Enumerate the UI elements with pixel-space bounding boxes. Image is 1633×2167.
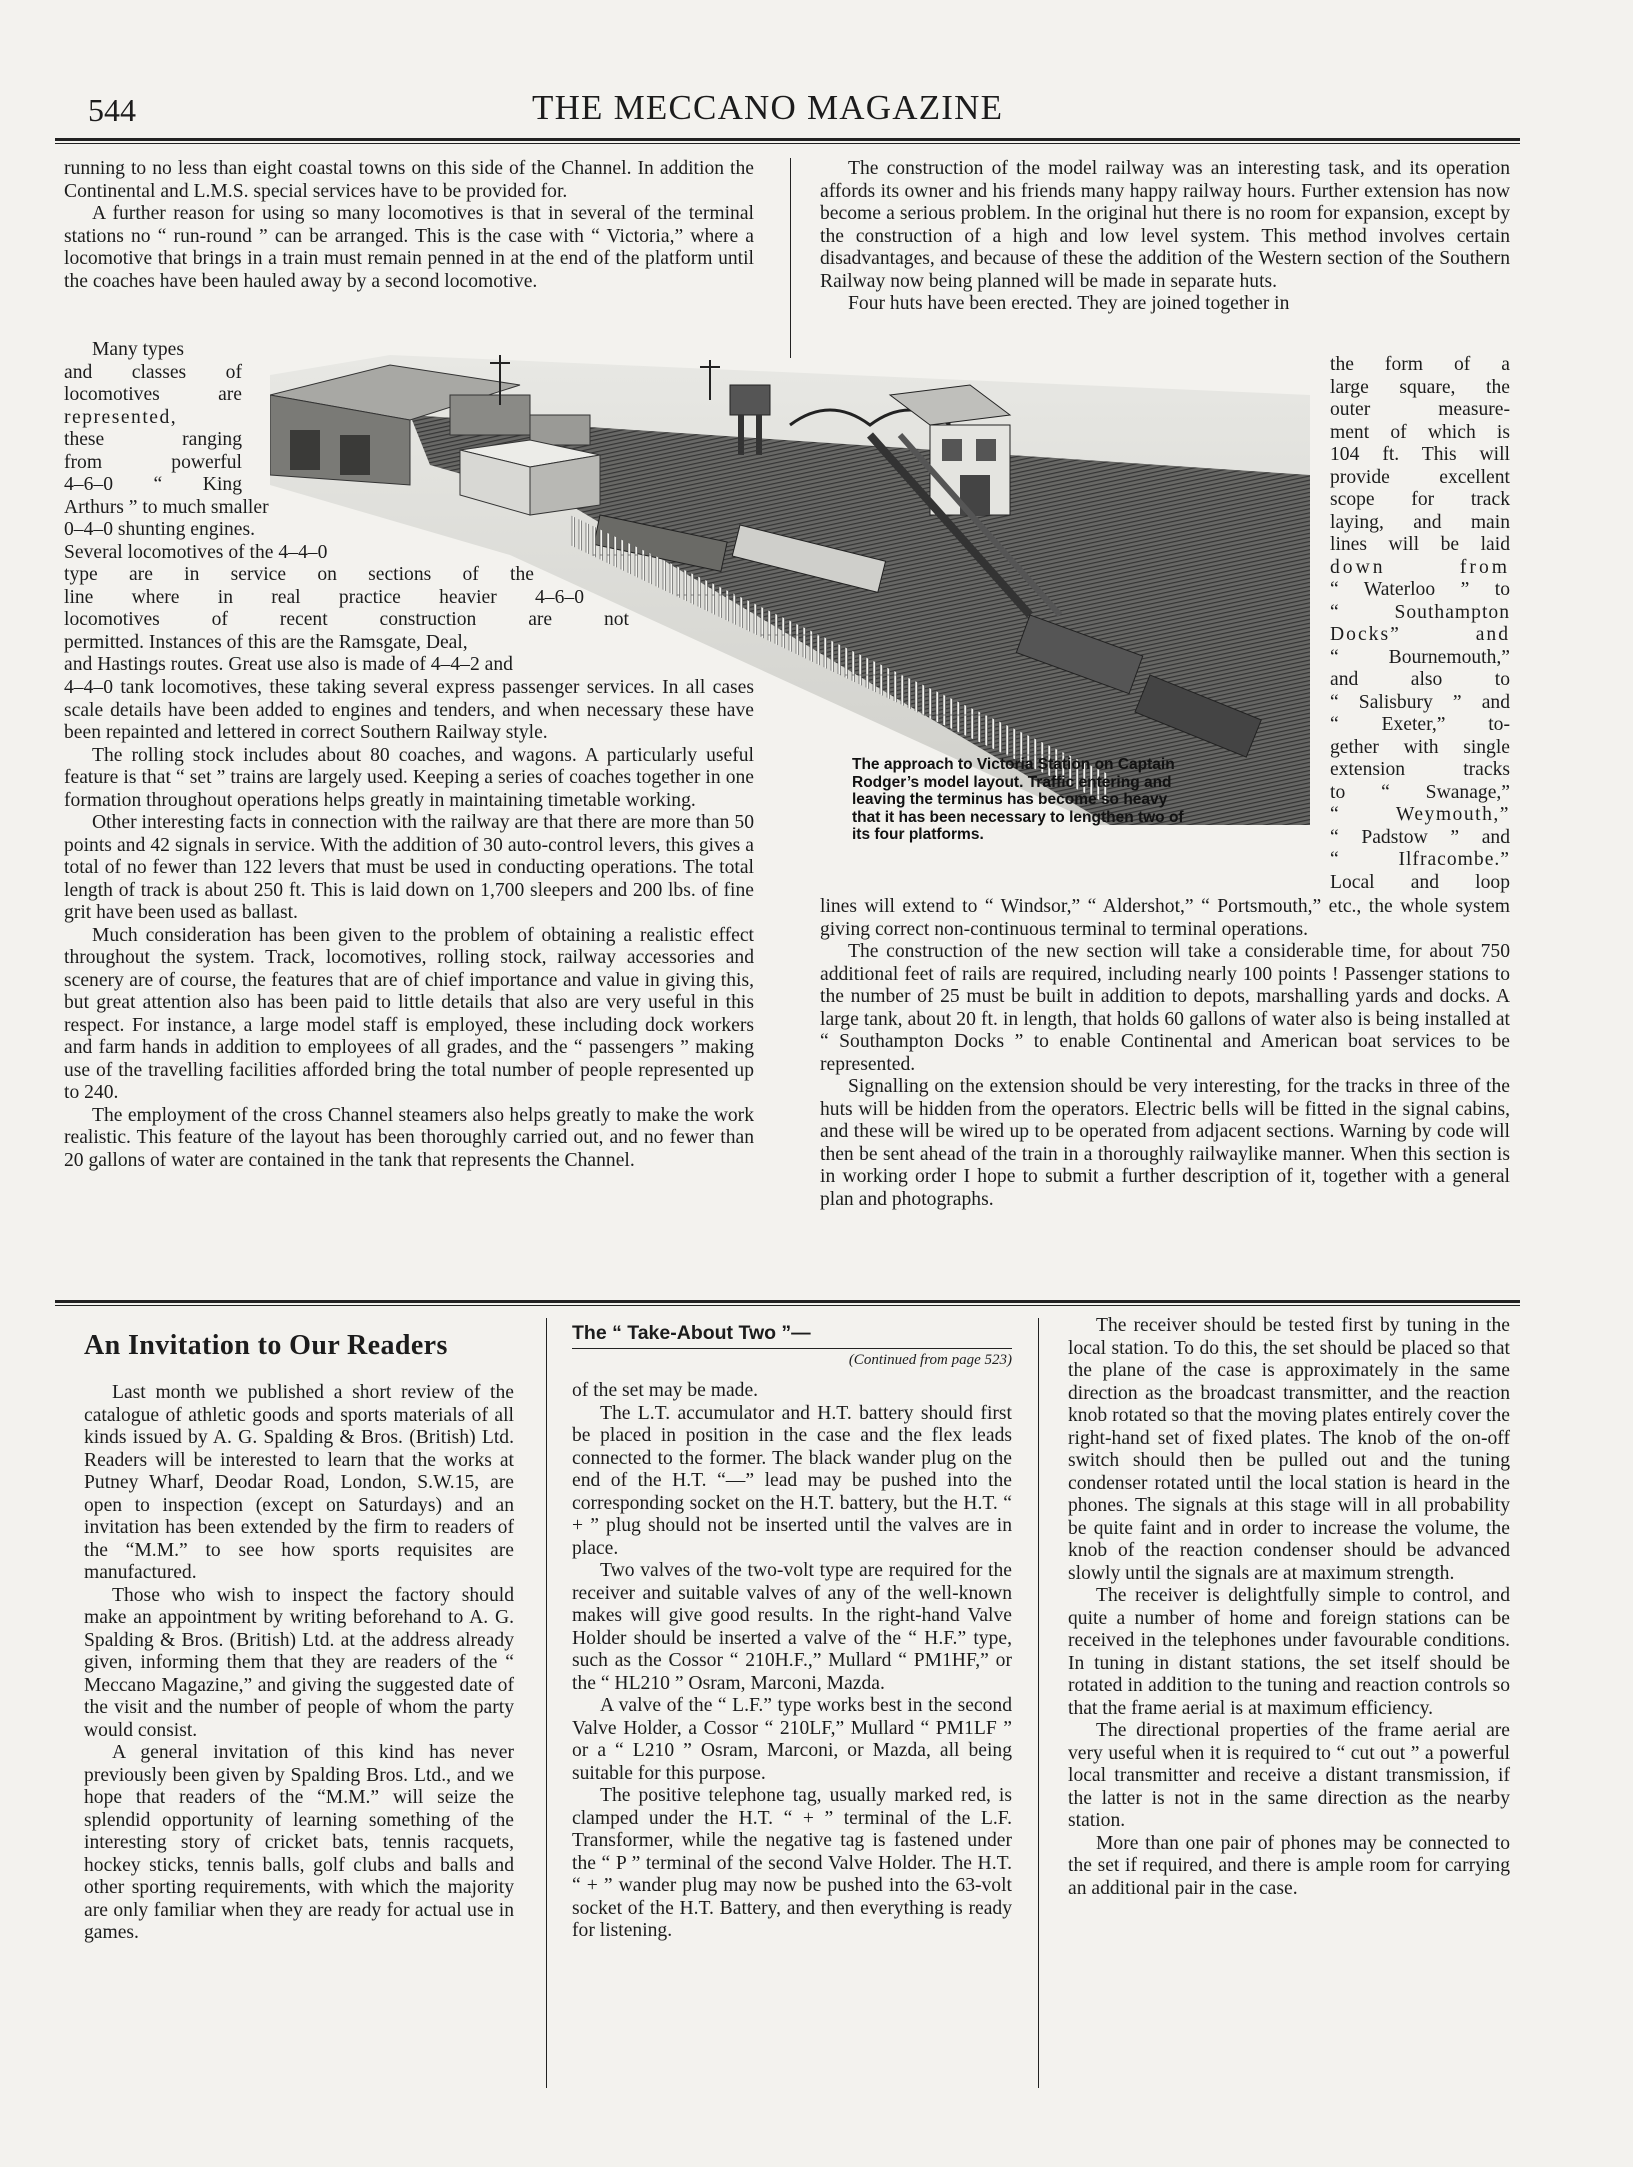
railway-layout-photo xyxy=(270,355,1310,825)
paragraph: Signalling on the extension should be very interesting, for the tracks in three of the huts will be hidden from the operators. Electric bells will be fitted in the signal cabins, and these will be wired up to be operated from adjacent sections. Warning by code will then be sent ahead of the train in a thoroughly railwaylike manner. When this section is in working order I hope to submit a further description of it, together with a general plan and photographs. xyxy=(820,1076,1510,1210)
take-about-title: The “ Take-About Two ”— xyxy=(572,1322,811,1344)
wrap-line: Several locomotives of the 4–4–0 xyxy=(64,541,328,563)
right-bottom-column xyxy=(820,896,1510,1211)
paragraph: The construction of the new section will take a considerable time, for about 750 additional feet of rails are required, including nearly 100 points ! Passenger stations to the number of 25 must be built in addition to depots, marshalling yards and docks. A large tank, about 20 ft. in length, that holds 60 gallons of water also is being installed at “ Southampton Docks ” to enable Continental and American boat services to be represented. xyxy=(820,941,1510,1075)
wrap-line: down from xyxy=(1330,556,1510,578)
paragraph: lines will extend to “ Windsor,” “ Aldershot,” “ Portsmouth,” etc., the whole system giving correct non-continuous terminal to terminal operations. xyxy=(820,896,1510,940)
paragraph: running to no less than eight coastal towns on this side of the Channel. In addition the Continental and L.M.S. special services have to be provided for. xyxy=(64,158,754,202)
header-rule xyxy=(55,138,1520,141)
wrap-line: the form of a xyxy=(1330,354,1510,375)
wrap-line: line where in real practice heavier 4–6–0 xyxy=(64,586,584,608)
paragraph: The employment of the cross Channel steamers also helps greatly to make the work realistic. This feature of the layout has been thoroughly carried out, and no fewer than 20 gallons of water are contained in the tank that represents the Channel. xyxy=(64,1104,754,1171)
photo-caption: The approach to Victoria Station on Captain Rodger’s model layout. Traffic entering and leaving the terminus has become so heavy that it has been necessary to lengthen two of its four platforms. xyxy=(852,756,1184,843)
wrap-line: type are in service on sections of the xyxy=(64,564,534,585)
wrap-line: “ Bournemouth,” xyxy=(1330,646,1510,668)
column-divider-bottom-2 xyxy=(1038,1318,1039,2088)
wrap-line: locomotives of recent construction are not xyxy=(64,609,629,630)
wrap-line: Local and loop xyxy=(1330,871,1510,893)
wrap-line: “ Waterloo ” to xyxy=(1330,579,1510,600)
paragraph: 4–4–0 tank locomotives, these taking several express passenger services. In all cases scale details have been added to engines and tenders, and when necessary these have been repainted and lettered in correct Southern Railway style. xyxy=(64,677,754,743)
wrap-line: “ Exeter,” to- xyxy=(1330,714,1510,735)
left-top-column xyxy=(64,158,754,293)
wrap-line: “ Southampton xyxy=(1330,601,1510,623)
wrap-line: “ Weymouth,” xyxy=(1330,804,1510,825)
wrap-line: Many types xyxy=(92,339,184,360)
paragraph: Much consideration has been given to the problem of obtaining a realistic effect throughout the system. Track, locomotives, rolling stock, railway accessories and scenery are of course, the features that are of chief importance and value in giving this, but great attention also has been paid to little details that also are very useful in this respect. For instance, a large model staff is employed, these including dock workers and farm hands in addition to employees of all grades, and the “ passengers ” making use of the travelling facilities afforded bring the total number of people represented up to 240. xyxy=(64,924,754,1103)
take-about-column xyxy=(572,1380,1012,1943)
paragraph: The rolling stock includes about 80 coaches, and wagons. A particularly useful feature is that “ set ” trains are largely used. Keeping a series of coaches together in one formation throughout operations helps greatly in maintaining timetable working. xyxy=(64,744,754,811)
magazine-title: THE MECCANO MAGAZINE xyxy=(532,88,1004,127)
wrap-line: extension tracks xyxy=(1330,759,1510,780)
paragraph: A valve of the “ L.F.” type works best in the second Valve Holder, a Cossor “ 210LF,” Mullard “ PM1LF ” or a “ L210 ” Osram, Marconi, or Mazda, all being suitable for this purpose. xyxy=(572,1695,1012,1784)
wrap-line: locomotives are xyxy=(64,384,242,405)
section-rule-thin xyxy=(55,1305,1520,1306)
wrap-line: provide excellent xyxy=(1330,466,1510,488)
paragraph: The directional properties of the frame aerial are very useful when it is required to “ cut out ” a powerful local transmitter and receive a distant transmission, if the latter is not in the same direction as the nearby station. xyxy=(1068,1720,1510,1831)
wrap-line: to “ Swanage,” xyxy=(1330,781,1510,803)
wrap-line: and Hastings routes. Great use also is made of 4–4–2 and xyxy=(64,654,513,675)
wrap-line: 0–4–0 shunting engines. xyxy=(64,519,256,540)
paragraph: Two valves of the two-volt type are required for the receiver and suitable valves of any of the well-known makes will give good results. In the right-hand Valve Holder should be inserted a valve of the “ H.F.” type, such as the Cossor “ 210H.F.,” Mullard “ PM1HF,” or the “ HL210 ” Osram, Marconi, Mazda. xyxy=(572,1560,1012,1694)
wrap-line: gether with single xyxy=(1330,736,1510,758)
wrap-line: Docks” and xyxy=(1330,624,1510,645)
wrap-line: ment of which is xyxy=(1330,421,1510,443)
wrap-line: and also to xyxy=(1330,669,1510,690)
wrap-line: 4–6–0 “ King xyxy=(64,474,242,495)
paragraph: The L.T. accumulator and H.T. battery should first be placed in position in the case and the flex leads connected to the former. The black wander plug on the end of the H.T. “—” lead may be pushed into the corresponding socket on the H.T. battery, but the H.T. “ + ” plug should not be inserted until the valves are in place. xyxy=(572,1402,1012,1559)
wrap-line: and classes of xyxy=(64,361,242,383)
invitation-title: An Invitation to Our Readers xyxy=(84,1330,448,1361)
paragraph: The receiver should be tested first by tuning in the local station. To do this, the set should be placed so that the plane of the case is approximately in the same direction as the broadcast transmitter, and the reaction knob rotated so that the moving plates entirely cover the right-hand set of fixed plates. The knob of the on-off switch should then be pulled out and the tuning condenser rotated until the local station is heard in the phones. The signals at this stage will in all probability be quite faint and in order to increase the volume, the knob of the reaction condenser should be advanced slowly until the signals are at maximum strength. xyxy=(1068,1315,1510,1584)
continued-note: (Continued from page 523) xyxy=(848,1352,1012,1368)
paragraph: A further reason for using so many locomotives is that in several of the terminal stations no “ run-round ” can be arranged. This is the case with “ Victoria,” where a locomotive that brings in a train must remain penned in at the end of the platform until the coaches have been hauled away by a second locomotive. xyxy=(64,203,754,292)
wrap-line: from powerful xyxy=(64,451,242,473)
wrap-line: 104 ft. This will xyxy=(1330,444,1510,465)
wrap-line: large square, the xyxy=(1330,376,1510,398)
paragraph: Four huts have been erected. They are joined together in xyxy=(848,293,1290,314)
wrap-line: represented, xyxy=(64,406,178,428)
wrap-line: lines will be laid xyxy=(1330,534,1510,555)
column-divider-top xyxy=(790,158,791,358)
paragraph: More than one pair of phones may be connected to the set if required, and there is ample room for carrying an additional pair in the case. xyxy=(1068,1832,1510,1899)
wrap-line: “ Padstow ” and xyxy=(1330,826,1510,848)
paragraph: The construction of the model railway was an interesting task, and its operation affords its owner and his friends many happy railway hours. Further extension has now become a serious problem. In the original hut there is no room for expansion, except by the construction of a high and low level system. This method involves certain disadvantages, and because of these the addition of the Western section of the Southern Railway now being planned will be made in separate huts. xyxy=(820,158,1510,292)
take-about-rule xyxy=(572,1348,1012,1349)
wrap-line: outer measure- xyxy=(1330,399,1510,420)
receiver-column xyxy=(1068,1315,1510,1900)
wrap-line: “ Salisbury ” and xyxy=(1330,691,1510,713)
wrap-line: “ Ilfracombe.” xyxy=(1330,849,1510,870)
paragraph: A general invitation of this kind has never previously been given by Spalding Bros. Ltd., and we hope that readers of the “M.M.” will seize the splendid opportunity of learning something of the interesting story of cricket bats, tennis racquets, hockey sticks, tennis balls, golf clubs and balls and other sporting requirements, with which the majority are only familiar when they are ready for actual use in games. xyxy=(84,1742,514,1943)
paragraph: Last month we published a short review of the catalogue of athletic goods and sports materials of all kinds issued by A. G. Spalding & Bros. (British) Ltd. Readers will be interested to learn that the works at Putney Wharf, Deodar Road, London, S.W.15, are open to inspection (except on Saturdays) and an invitation has been extended by the firm to readers of the “M.M.” to see how sports requisites are manufactured. xyxy=(84,1382,514,1583)
wrap-line: laying, and main xyxy=(1330,511,1510,533)
right-top-column xyxy=(820,158,1510,316)
right-wrap-column xyxy=(1330,354,1510,894)
paragraph: The positive telephone tag, usually marked red, is clamped under the H.T. “ + ” terminal of the L.F. Transformer, while the negative tag is fastened under the “ P ” terminal of the second Valve Holder. The H.T. “ + ” wander plug may now be pushed into the 63-volt socket of the H.T. Battery, and then everything is ready for listening. xyxy=(572,1785,1012,1941)
wrap-line: these ranging xyxy=(64,429,242,450)
invitation-column xyxy=(84,1382,514,1945)
section-rule xyxy=(55,1300,1520,1303)
paragraph: Other interesting facts in connection with the railway are that there are more than 50 points and 42 signals in service. With the addition of 30 auto-control levers, this gives a total of no fewer than 122 levers that must be used in conducting operations. The total length of track is about 250 ft. This is laid down on 1,700 sleepers and 200 lbs. of fine grit have been used as ballast. xyxy=(64,812,754,923)
wrap-line: permitted. Instances of this are the Ramsgate, Deal, xyxy=(64,631,468,653)
paragraph: The receiver is delightfully simple to control, and quite a number of home and foreign stations can be received in the telephones under favourable conditions. In tuning in distant stations, the set itself should be rotated in addition to the tuning and reaction controls so that the frame aerial is at maximum efficiency. xyxy=(1068,1585,1510,1719)
column-divider-bottom-1 xyxy=(546,1318,547,2088)
paragraph: Those who wish to inspect the factory should make an appointment by writing beforehand to A. G. Spalding & Bros. (British) Ltd. at the address already given, informing them that they are readers of the “ Meccano Magazine,” and giving the suggested date of the visit and the number of people of whom the party would consist. xyxy=(84,1584,514,1741)
wrap-line: scope for track xyxy=(1330,489,1510,510)
page-number: 544 xyxy=(88,92,136,128)
wrap-line: Arthurs ” to much smaller xyxy=(64,496,269,518)
paragraph: of the set may be made. xyxy=(572,1380,759,1401)
header-rule-thin xyxy=(55,143,1520,144)
